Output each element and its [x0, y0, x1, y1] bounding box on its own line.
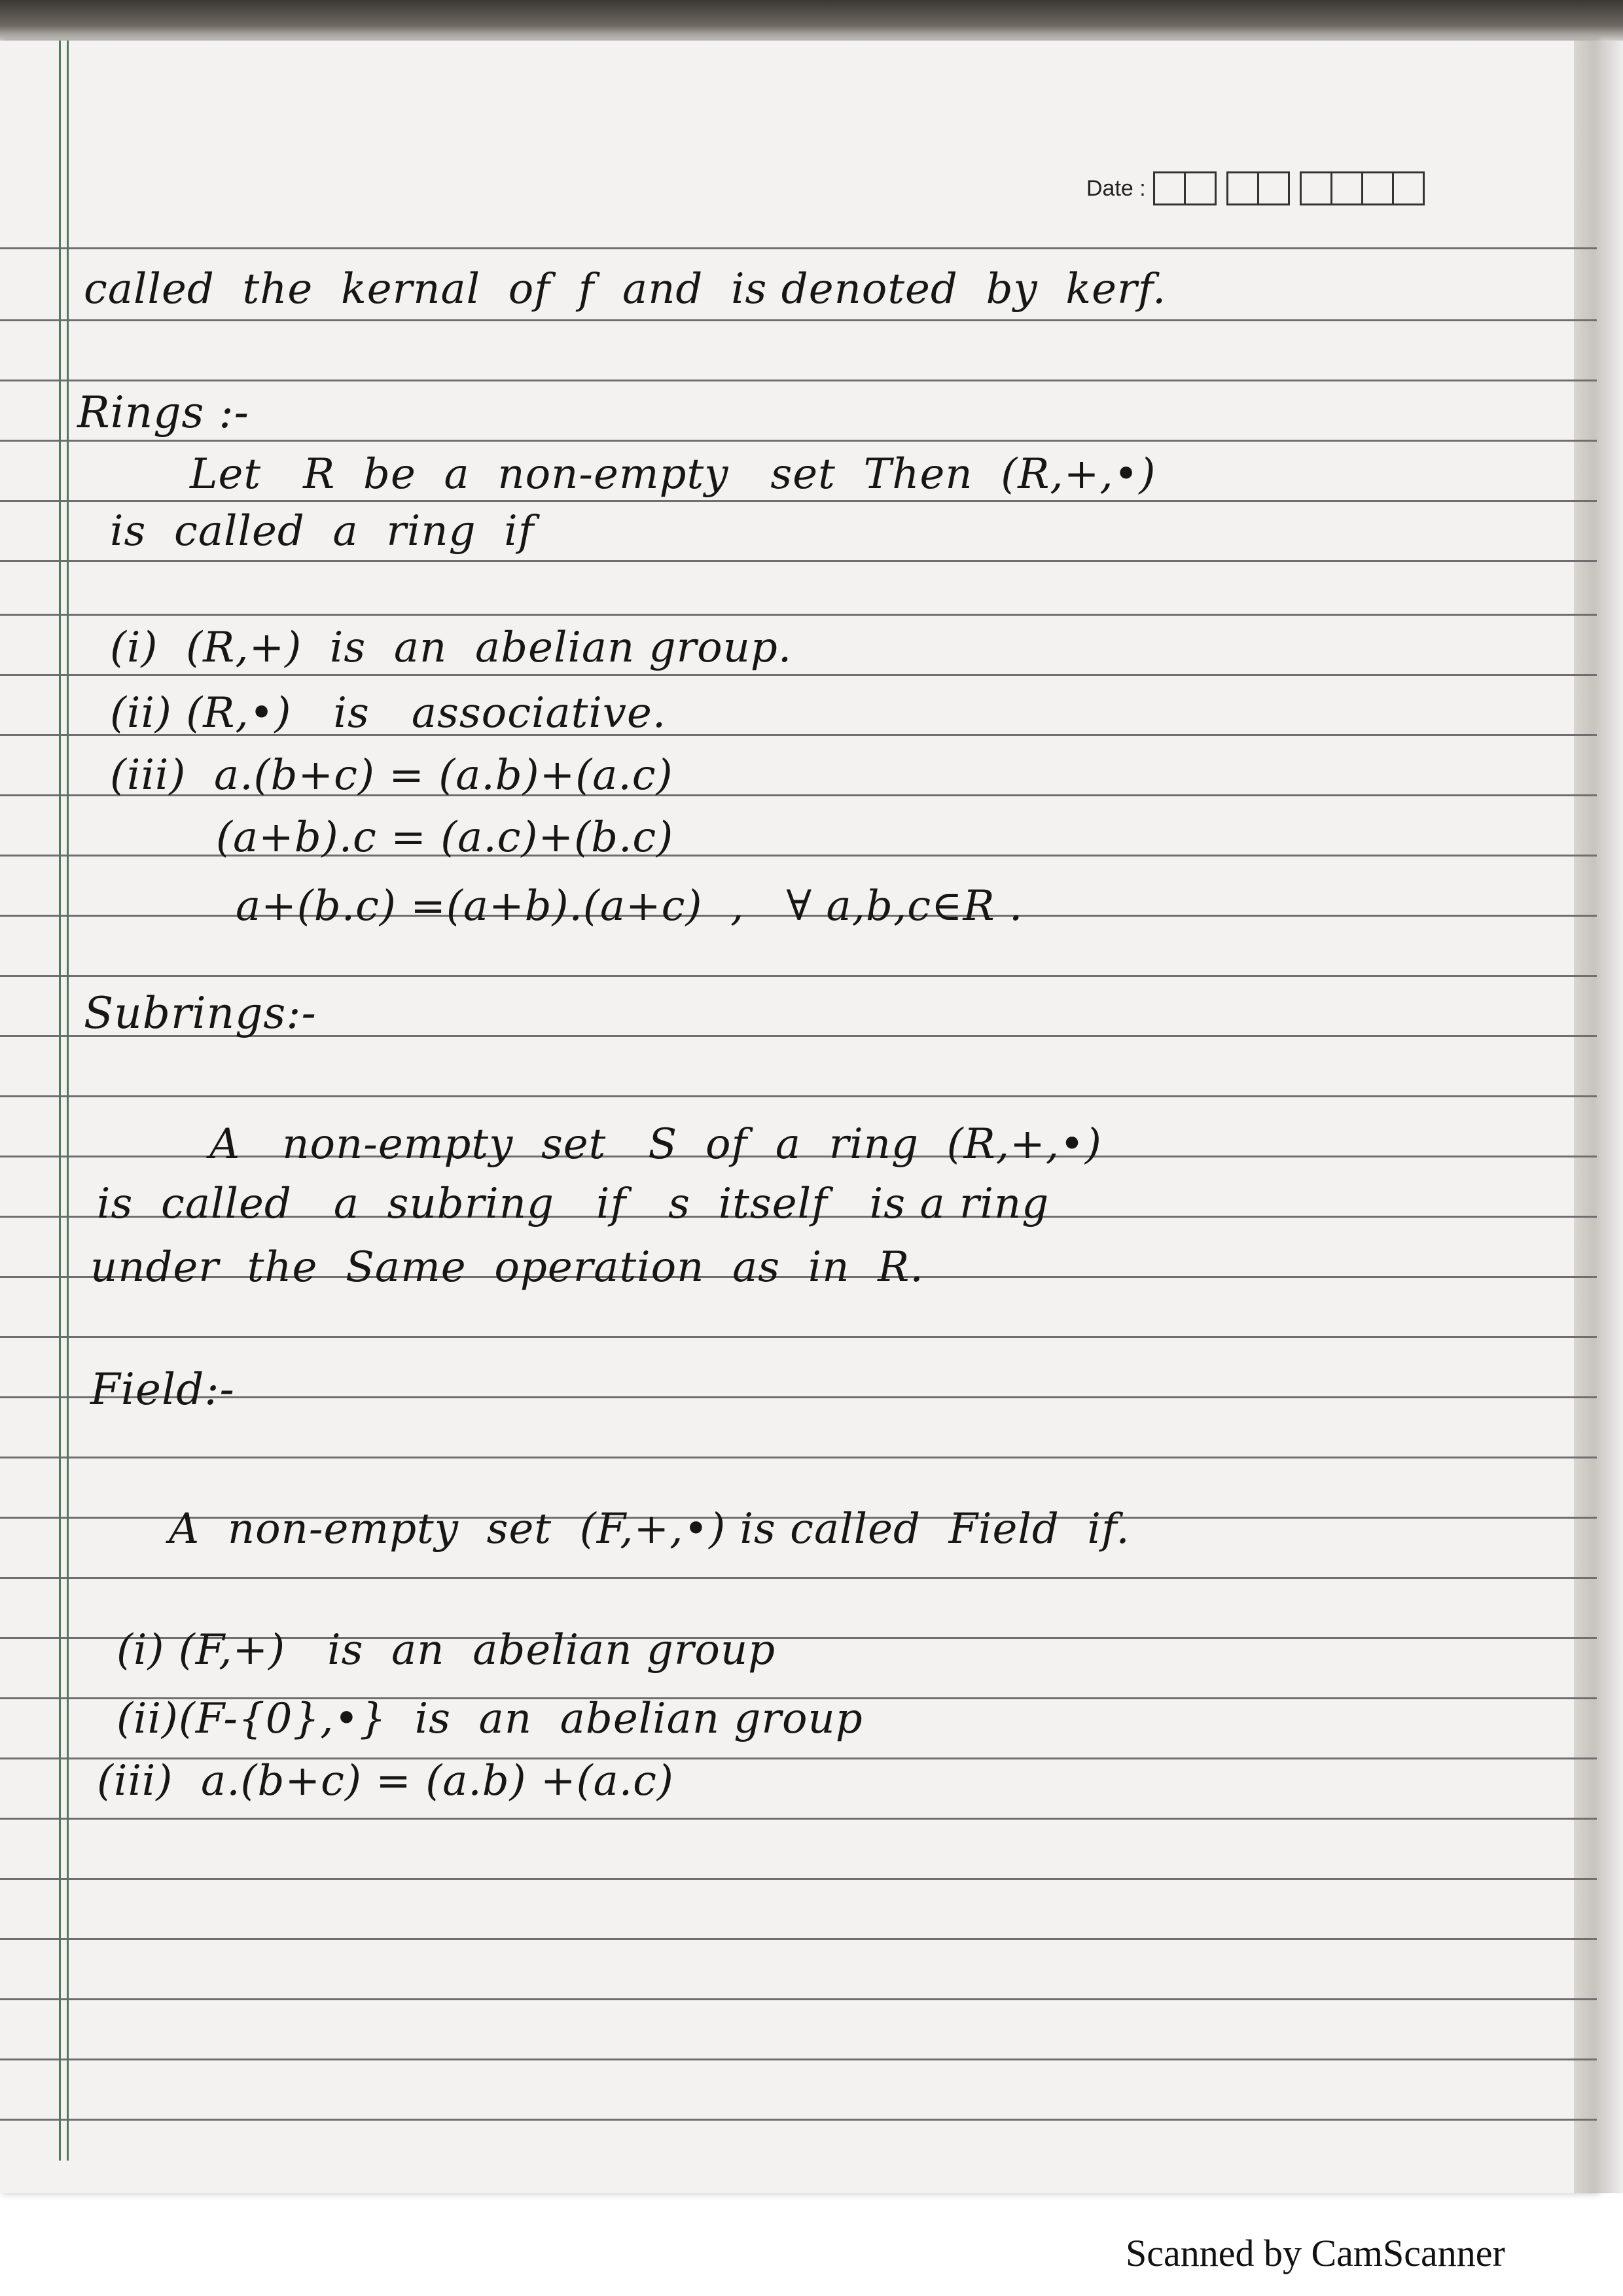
ruled-line — [0, 440, 1597, 442]
ruled-line — [0, 319, 1597, 321]
ruled-line — [0, 560, 1597, 562]
ruled-line — [0, 1818, 1597, 1820]
date-year-boxes — [1302, 171, 1425, 205]
date-box — [1392, 171, 1425, 205]
rings-condition-i: (i) (R,+) is an abelian group. — [110, 624, 793, 672]
ruled-line — [0, 1998, 1597, 2000]
ruled-line — [0, 1577, 1597, 1579]
date-box — [1226, 171, 1259, 205]
date-month-boxes — [1228, 171, 1290, 205]
kernel-line: called the kernal of f and is denoted by kerf. — [84, 265, 1167, 313]
date-box — [1361, 171, 1394, 205]
date-box — [1330, 171, 1363, 205]
rings-definition-line-1: Let R be a non-empty set Then (R,+,•) — [190, 450, 1156, 499]
ruled-line — [0, 247, 1597, 249]
subrings-line-1: A non-empty set S of a ring (R,+,•) — [209, 1120, 1102, 1169]
rings-definition-line-2: is called a ring if — [110, 507, 535, 556]
ruled-line — [0, 975, 1597, 977]
ruled-line — [0, 1938, 1597, 1940]
ruled-line — [0, 1878, 1597, 1880]
field-condition-iii: (iii) a.(b+c) = (a.b) +(a.c) — [97, 1757, 674, 1805]
field-condition-ii: (ii)(F-{0},•} is an abelian group — [116, 1695, 863, 1743]
ruled-line — [0, 500, 1597, 502]
date-box — [1184, 171, 1217, 205]
date-label: Date : — [1086, 175, 1146, 201]
field-condition-i: (i) (F,+) is an abelian group — [116, 1626, 776, 1674]
ruled-line — [0, 1095, 1597, 1097]
rings-heading: Rings :- — [77, 387, 249, 438]
rings-condition-iii-2: (a+b).c = (a.c)+(b.c) — [216, 813, 674, 862]
notebook-page — [0, 41, 1597, 2193]
page-stack-edge — [1574, 41, 1623, 2193]
ruled-line — [0, 614, 1597, 616]
subrings-line-3: under the Same operation as in R. — [90, 1243, 924, 1292]
date-box — [1153, 171, 1186, 205]
rings-condition-iii-3: a+(b.c) =(a+b).(a+c) , ∀ a,b,c∈R . — [236, 882, 1024, 930]
ruled-line — [0, 380, 1597, 381]
subrings-line-2: is called a subring if s itself is a ring — [97, 1180, 1050, 1228]
ruled-line — [0, 1457, 1597, 1458]
ruled-line — [0, 2119, 1597, 2121]
field-definition-line: A non-empty set (F,+,•) is called Field if. — [169, 1505, 1130, 1553]
subrings-heading: Subrings:- — [84, 988, 317, 1038]
field-heading: Field:- — [90, 1364, 235, 1415]
date-box — [1257, 171, 1290, 205]
rings-condition-ii: (ii) (R,•) is associative. — [110, 689, 667, 737]
date-field — [1086, 171, 1431, 205]
rings-condition-iii-1: (iii) a.(b+c) = (a.b)+(a.c) — [110, 751, 673, 800]
ruled-line — [0, 674, 1597, 676]
ruled-line — [0, 1396, 1597, 1398]
margin-line — [59, 41, 61, 2161]
margin-line — [67, 41, 69, 2161]
table-edge — [0, 0, 1623, 46]
ruled-line — [0, 2058, 1597, 2060]
ruled-line — [0, 1336, 1597, 1338]
scanner-watermark: Scanned by CamScanner — [1126, 2232, 1505, 2274]
date-box — [1300, 171, 1332, 205]
date-day-boxes — [1155, 171, 1217, 205]
